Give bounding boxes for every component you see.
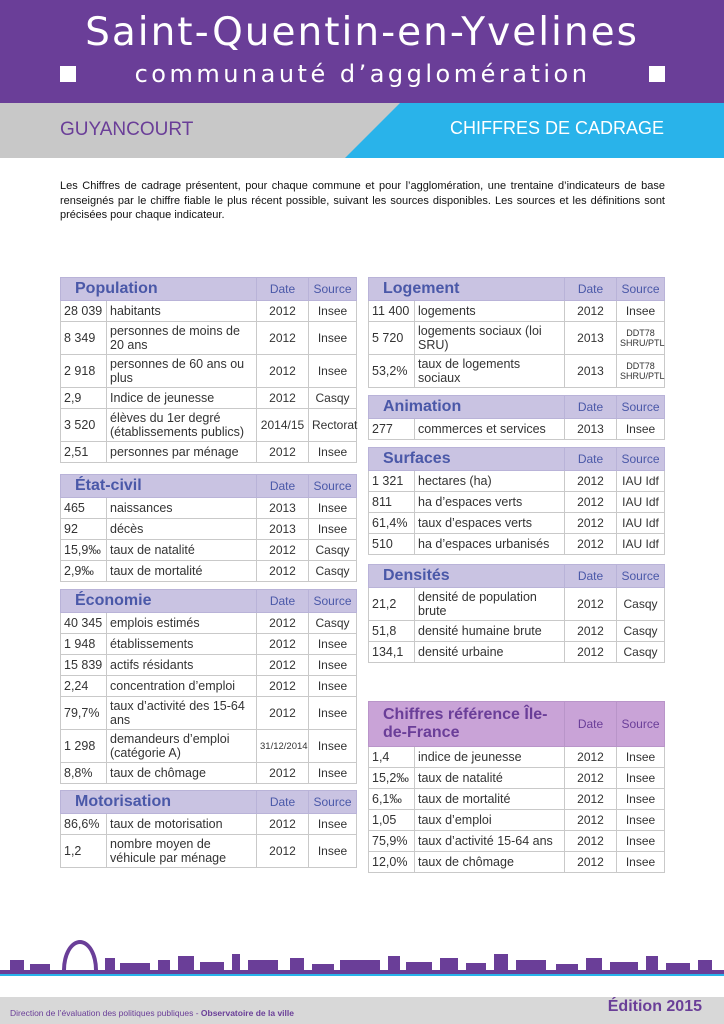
row-source: DDT78 SHRU/PTL [617,355,665,388]
row-date: 2012 [565,534,617,555]
table-row [61,322,357,355]
date-column-header: Date [565,278,617,301]
row-value: 5 720 [369,322,415,355]
row-date: 2012 [257,634,309,655]
table-header-row [61,791,357,814]
square-bullet-icon [649,66,665,82]
table-row [369,642,665,663]
row-source: DDT78 SHRU/PTL [617,322,665,355]
table-row [369,852,665,873]
row-value: 2,24 [61,676,107,697]
row-label: actifs résidants [107,655,257,676]
subtitle-text: communauté d’agglomération [134,60,591,88]
row-label: taux de motorisation [107,814,257,835]
row-source: Insee [617,852,665,873]
row-value: 61,4% [369,513,415,534]
row-label: indice de jeunesse [415,747,565,768]
section-heading: Densités [369,565,565,588]
row-date: 2012 [565,301,617,322]
table-header-row [61,590,357,613]
row-source: Insee [617,301,665,322]
edition-label: Édition 2015 [607,998,702,1015]
row-label: naissances [107,498,257,519]
source-column-header: Source [617,278,665,301]
row-date: 2012 [257,561,309,582]
row-date: 2012 [565,831,617,852]
row-label: taux d’espaces verts [415,513,565,534]
table-row [61,730,357,763]
row-value: 28 039 [61,301,107,322]
row-source: Insee [309,322,357,355]
row-date: 2012 [565,810,617,831]
row-source: Casqy [309,613,357,634]
table-header-row [61,278,357,301]
reference-idf-table [368,701,665,873]
row-value: 2 918 [61,355,107,388]
row-value: 3 520 [61,409,107,442]
row-date: 2012 [257,835,309,868]
row-value: 1 298 [61,730,107,763]
row-date: 2013 [565,419,617,440]
row-value: 8,8% [61,763,107,784]
source-column-header: Source [617,396,665,419]
table-row [369,768,665,789]
row-label: taux d’activité des 15-64 ans [107,697,257,730]
row-source: Casqy [617,621,665,642]
row-value: 134,1 [369,642,415,663]
row-label: ha d’espaces verts [415,492,565,513]
table-row [369,588,665,621]
row-source: Insee [309,498,357,519]
row-label: densité humaine brute [415,621,565,642]
page-subtitle [60,60,665,88]
row-value: 15,2‰ [369,768,415,789]
table-row [61,835,357,868]
row-label: taux de chômage [107,763,257,784]
row-value: 86,6% [61,814,107,835]
row-source: Insee [309,634,357,655]
row-date: 2012 [257,814,309,835]
row-value: 510 [369,534,415,555]
source-column-header: Source [309,278,357,301]
row-source: Insee [309,730,357,763]
date-column-header: Date [565,702,617,747]
source-column-header: Source [617,702,665,747]
source-column-header: Source [309,475,357,498]
commune-name: GUYANCOURT [60,119,194,140]
table-row [61,561,357,582]
date-column-header: Date [257,278,309,301]
row-date: 2012 [257,655,309,676]
row-value: 11 400 [369,301,415,322]
page-title: Saint-Quentin-en-Yvelines [85,10,639,55]
table-row [369,747,665,768]
table-row [61,519,357,540]
row-value: 465 [61,498,107,519]
row-value: 6,1‰ [369,789,415,810]
row-label: personnes par ménage [107,442,257,463]
row-source: Insee [617,789,665,810]
table-header-row [61,475,357,498]
row-source: Insee [309,835,357,868]
row-label: hectares (ha) [415,471,565,492]
row-date: 2013 [565,355,617,388]
population-table [60,277,357,463]
row-label: logements sociaux (loi SRU) [415,322,565,355]
source-column-header: Source [617,448,665,471]
row-value: 277 [369,419,415,440]
row-source: IAU Idf [617,534,665,555]
animation-table [368,395,665,440]
table-row [61,301,357,322]
table-header-row [369,278,665,301]
table-row [61,388,357,409]
row-label: nombre moyen de véhicule par ménage [107,835,257,868]
row-date: 2013 [257,519,309,540]
row-value: 8 349 [61,322,107,355]
row-source: IAU Idf [617,471,665,492]
section-heading: Population [61,278,257,301]
footer-credit-bold: Observatoire de la ville [200,1008,294,1018]
row-source: Insee [309,697,357,730]
row-value: 811 [369,492,415,513]
row-label: taux de mortalité [107,561,257,582]
table-header-row [369,448,665,471]
row-value: 12,0% [369,852,415,873]
table-row [61,634,357,655]
row-label: Indice de jeunesse [107,388,257,409]
square-bullet-icon [60,66,76,82]
row-source: Casqy [617,588,665,621]
date-column-header: Date [257,791,309,814]
row-date: 2014/15 [257,409,309,442]
date-column-header: Date [565,565,617,588]
row-date: 2012 [565,768,617,789]
row-label: taux d’activité 15-64 ans [415,831,565,852]
row-value: 1 321 [369,471,415,492]
table-row [369,789,665,810]
row-source: Insee [617,747,665,768]
table-row [369,355,665,388]
date-column-header: Date [565,448,617,471]
row-source: Insee [309,814,357,835]
row-date: 2012 [565,471,617,492]
table-row [61,763,357,784]
section-heading: Surfaces [369,448,565,471]
row-date: 2012 [565,642,617,663]
economie-table [60,589,357,784]
row-value: 53,2% [369,355,415,388]
row-label: logements [415,301,565,322]
row-date: 2012 [565,747,617,768]
row-label: taux de logements sociaux [415,355,565,388]
row-source: Insee [309,442,357,463]
row-date: 2012 [257,763,309,784]
table-row [61,409,357,442]
source-column-header: Source [309,590,357,613]
row-label: demandeurs d’emploi (catégorie A) [107,730,257,763]
row-value: 79,7% [61,697,107,730]
section-heading: Animation [369,396,565,419]
row-value: 75,9% [369,831,415,852]
row-date: 2012 [257,613,309,634]
section-title: CHIFFRES DE CADRAGE [449,118,664,138]
table-row [369,492,665,513]
table-row [61,676,357,697]
section-heading: Économie [61,590,257,613]
row-value: 51,8 [369,621,415,642]
city-skyline-illustration [0,930,724,990]
row-label: concentration d’emploi [107,676,257,697]
row-source: Casqy [309,540,357,561]
row-date: 2012 [257,697,309,730]
row-label: ha d’espaces urbanisés [415,534,565,555]
row-value: 1,05 [369,810,415,831]
row-source: Insee [309,676,357,697]
surfaces-table [368,447,665,555]
row-value: 2,9 [61,388,107,409]
table-row [369,301,665,322]
table-header-row [369,396,665,419]
row-value: 40 345 [61,613,107,634]
motorisation-table [60,790,357,868]
row-label: établissements [107,634,257,655]
row-date: 2012 [565,588,617,621]
row-value: 1,4 [369,747,415,768]
row-date: 2012 [565,852,617,873]
row-source: Casqy [309,561,357,582]
row-source: Insee [309,519,357,540]
row-date: 2012 [257,355,309,388]
row-label: taux de natalité [415,768,565,789]
intro-paragraph: Les Chiffres de cadrage présentent, pour chaque commune et pour l’agglomération, une trentaine d’indicateurs de base renseignés par le chiffre fiable le plus récent possible, suivant les sources disponibles. Les sources et les définitions sont précisées pour chaque indicateur. [60,180,665,221]
table-header-row [369,702,665,747]
row-label: emplois estimés [107,613,257,634]
section-heading: État-civil [61,475,257,498]
date-column-header: Date [565,396,617,419]
source-column-header: Source [617,565,665,588]
row-source: Insee [309,355,357,388]
row-source: Insee [617,419,665,440]
row-label: personnes de 60 ans ou plus [107,355,257,388]
row-value: 21,2 [369,588,415,621]
row-label: décès [107,519,257,540]
row-label: taux d’emploi [415,810,565,831]
row-source: IAU Idf [617,513,665,534]
section-heading: Chiffres référence Île-de-France [369,702,565,747]
section-heading: Logement [369,278,565,301]
table-row [369,513,665,534]
row-label: personnes de moins de 20 ans [107,322,257,355]
row-date: 2012 [565,492,617,513]
table-header-row [369,565,665,588]
section-heading: Motorisation [61,791,257,814]
table-row [61,442,357,463]
row-date: 2012 [257,301,309,322]
row-label: commerces et services [415,419,565,440]
table-row [369,534,665,555]
logement-table [368,277,665,388]
row-date: 2012 [257,676,309,697]
table-row [369,831,665,852]
row-date: 2012 [257,540,309,561]
table-row [61,540,357,561]
row-date: 2012 [257,322,309,355]
row-date: 2012 [565,513,617,534]
row-value: 15 839 [61,655,107,676]
table-row [369,471,665,492]
row-value: 2,51 [61,442,107,463]
row-value: 2,9‰ [61,561,107,582]
table-row [61,613,357,634]
row-value: 1 948 [61,634,107,655]
row-source: IAU Idf [617,492,665,513]
table-row [61,355,357,388]
table-row [61,655,357,676]
row-value: 1,2 [61,835,107,868]
row-date: 2013 [565,322,617,355]
row-label: habitants [107,301,257,322]
row-source: Insee [309,301,357,322]
row-date: 31/12/2014 [257,730,309,763]
row-source: Insee [617,831,665,852]
table-row [369,810,665,831]
row-source: Rectorat [309,409,357,442]
row-label: taux de mortalité [415,789,565,810]
densites-table [368,564,665,663]
row-date: 2013 [257,498,309,519]
row-label: élèves du 1er degré (établissements publics) [107,409,257,442]
footer-credit-text: Direction de l’évaluation des politiques publiques - [10,1008,201,1018]
row-value: 15,9‰ [61,540,107,561]
table-row [369,621,665,642]
table-row [61,697,357,730]
row-date: 2012 [257,388,309,409]
source-column-header: Source [309,791,357,814]
table-row [61,814,357,835]
row-source: Insee [617,810,665,831]
row-source: Casqy [309,388,357,409]
row-date: 2012 [565,621,617,642]
row-label: densité urbaine [415,642,565,663]
row-source: Casqy [617,642,665,663]
footer-credit [10,1008,294,1018]
row-source: Insee [617,768,665,789]
row-date: 2012 [257,442,309,463]
row-label: densité de population brute [415,588,565,621]
row-source: Insee [309,655,357,676]
table-row [369,419,665,440]
row-label: taux de natalité [107,540,257,561]
date-column-header: Date [257,475,309,498]
row-value: 92 [61,519,107,540]
row-label: taux de chômage [415,852,565,873]
row-source: Insee [309,763,357,784]
date-column-header: Date [257,590,309,613]
row-date: 2012 [565,789,617,810]
etat-civil-table [60,474,357,582]
table-row [61,498,357,519]
table-row [369,322,665,355]
